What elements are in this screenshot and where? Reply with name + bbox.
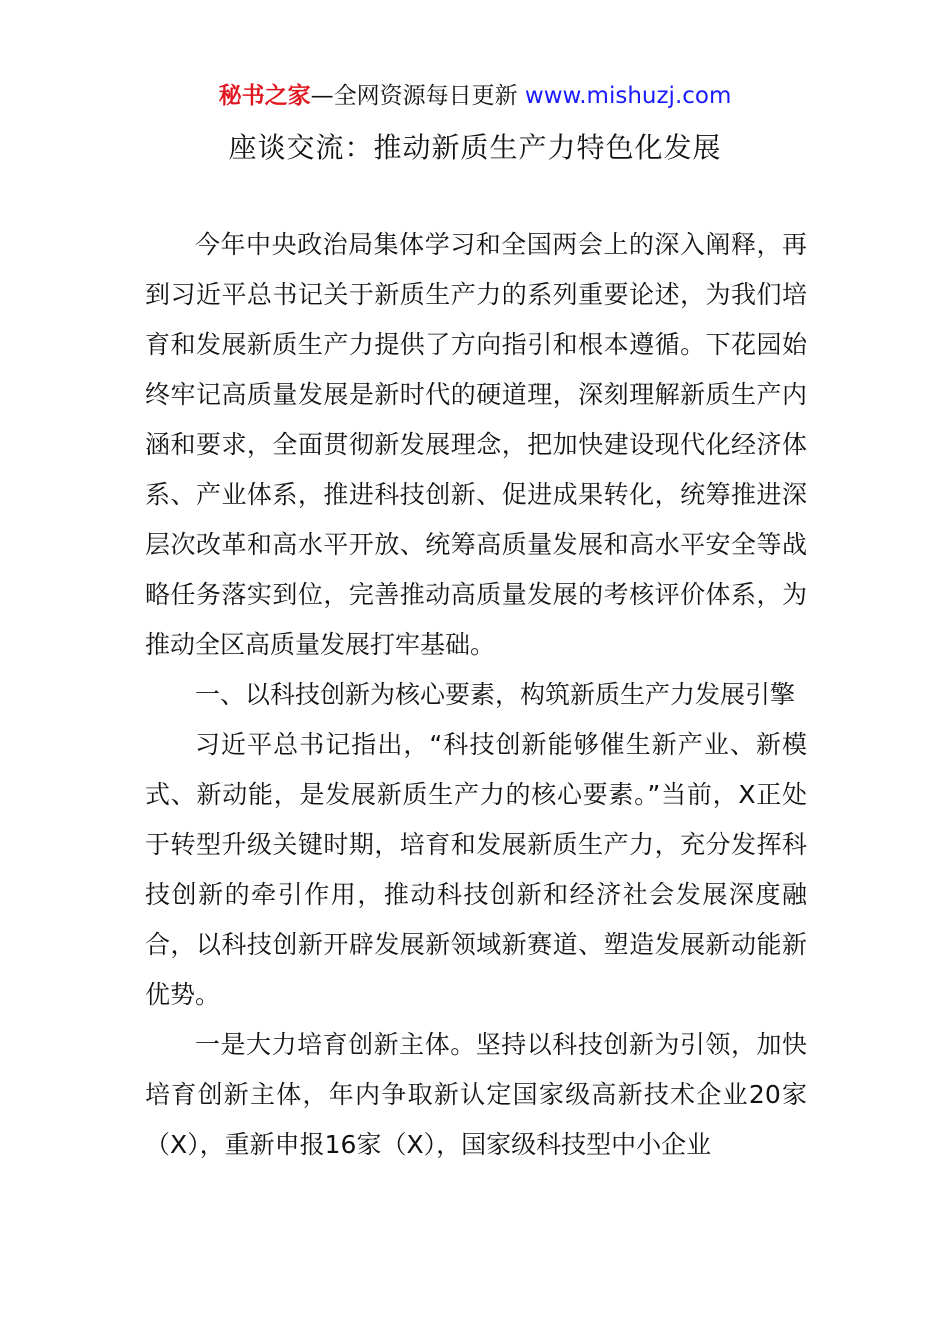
body-paragraph: 今年中央政治局集体学习和全国两会上的深入阐释，再到习近平总书记关于新质生产力的系列重要论述，为我们培育和发展新质生产力提供了方向指引和根本遵循。下花园始终牢记高质量发展是新时代的硬道理，深刻理解新质生产内涵和要求，全面贯彻新发展理念，把加快建设现代化经济体系、产业体系，推进科技创新、促进成果转化，统筹推进深层次改革和高水平开放、统筹高质量发展和高水平安全等战略任务落实到位，完善推动高质量发展的考核评价体系，为推动全区高质量发展打牢基础。 bbox=[145, 230, 807, 659]
site-brand: 秘书之家 bbox=[218, 83, 311, 109]
section-heading: 一、以科技创新为核心要素，构筑新质生产力发展引擎 bbox=[195, 680, 796, 709]
site-header bbox=[0, 80, 950, 112]
document-body bbox=[145, 220, 807, 1170]
body-paragraph: 一是大力培育创新主体。坚持以科技创新为引领，加快培育创新主体，年内争取新认定国家级高新技术企业20家（X），重新申报16家（X），国家级科技型中小企业 bbox=[145, 1030, 807, 1159]
document-title: 座谈交流：推动新质生产力特色化发展 bbox=[228, 131, 722, 164]
site-tagline: —全网资源每日更新 bbox=[310, 83, 518, 109]
body-paragraph: 习近平总书记指出，“科技创新能够催生新产业、新模式、新动能，是发展新质生产力的核心要素。”当前，X正处于转型升级关键时期，培育和发展新质生产力，充分发挥科技创新的牵引作用，推动科技创新和经济社会发展深度融合，以科技创新开辟发展新领域新赛道、塑造发展新动能新优势。 bbox=[145, 730, 807, 1009]
site-url-link[interactable]: www.mishuzj.com bbox=[524, 83, 732, 109]
